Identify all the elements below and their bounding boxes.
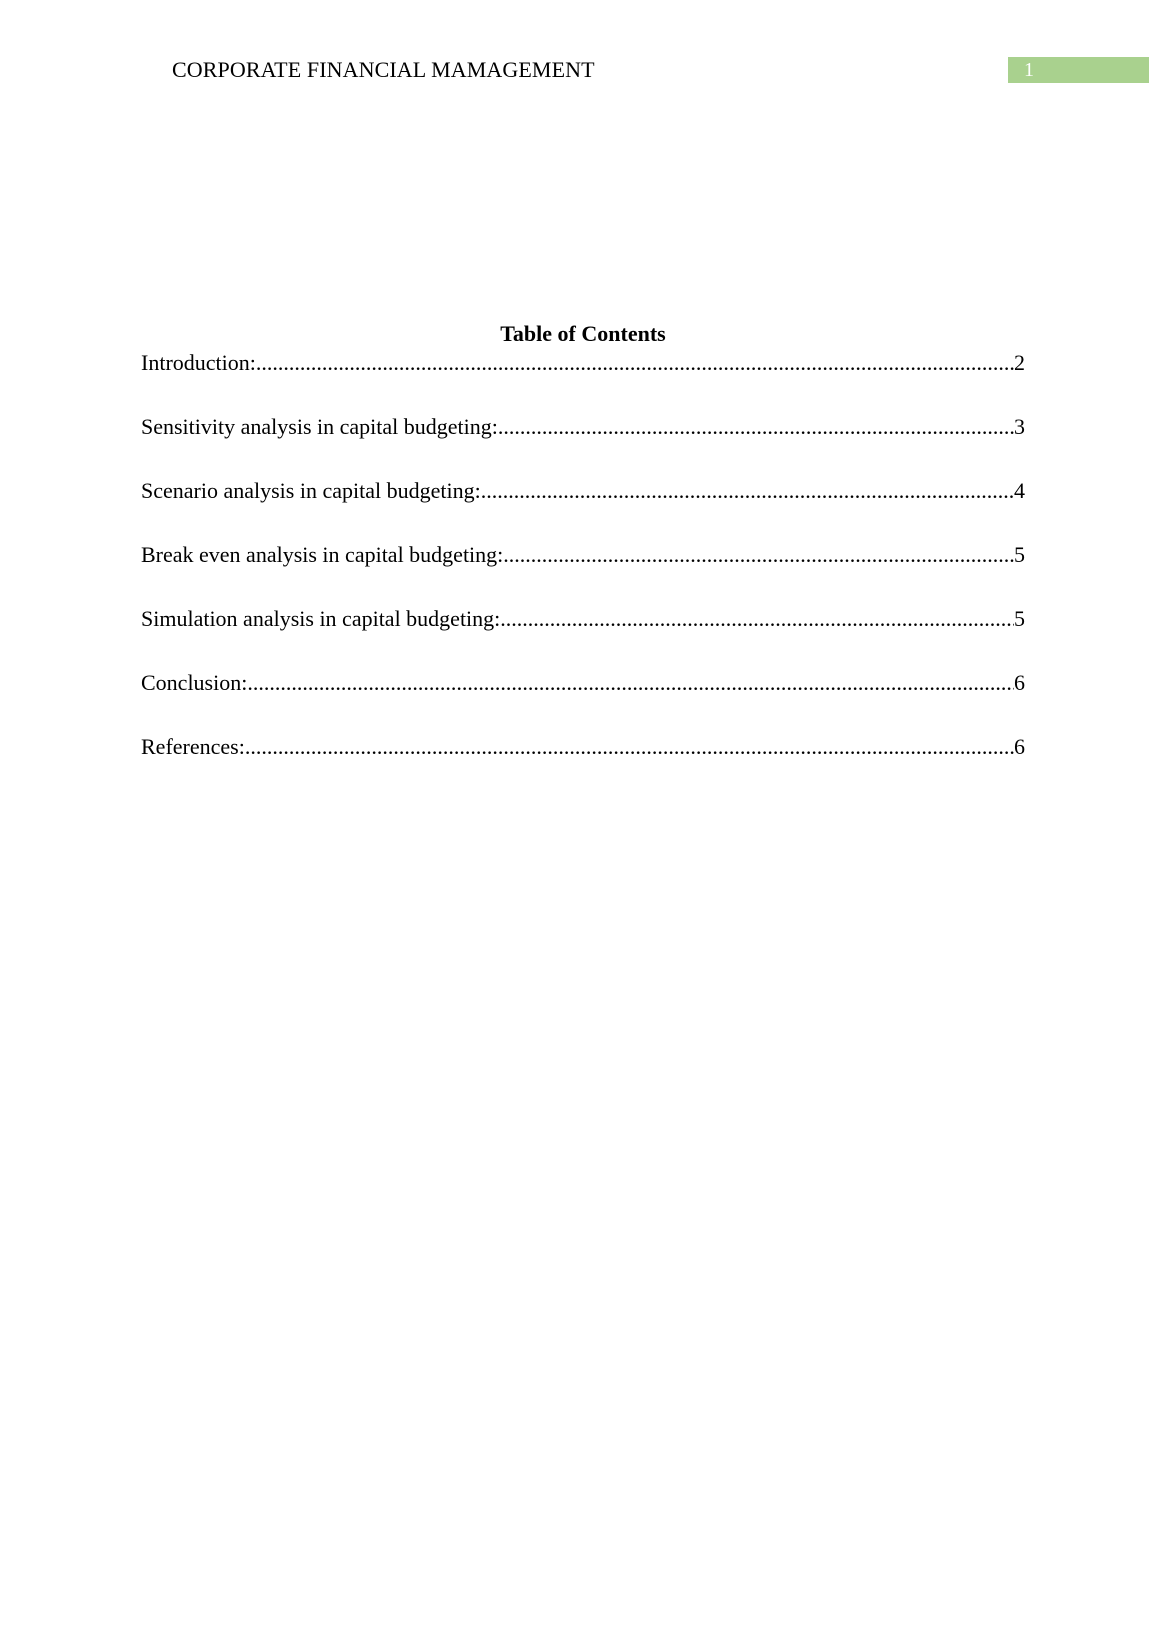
toc-entry-page: 6 — [1014, 734, 1025, 759]
toc-dot-leader — [247, 668, 1014, 698]
toc-entry-sensitivity-analysis[interactable] — [141, 412, 1025, 442]
toc-dot-leader — [245, 732, 1014, 762]
toc-entry-page: 5 — [1014, 542, 1025, 567]
toc-entry-page: 6 — [1014, 670, 1025, 695]
toc-entry-page: 3 — [1014, 414, 1025, 439]
toc-entry-introduction[interactable] — [141, 348, 1025, 378]
toc-entry-page: 5 — [1014, 606, 1025, 631]
toc-dot-leader — [500, 604, 1014, 634]
toc-list — [141, 348, 1025, 796]
running-header-title: CORPORATE FINANCIAL MAMAGEMENT — [172, 57, 595, 82]
toc-entry-label: Simulation analysis in capital budgeting: — [141, 606, 501, 631]
toc-dot-leader — [503, 540, 1014, 570]
toc-entry-references[interactable] — [141, 732, 1025, 762]
toc-entry-label: References: — [141, 734, 245, 759]
toc-entry-simulation-analysis[interactable] — [141, 604, 1025, 634]
toc-entry-label: Introduction: — [141, 350, 256, 375]
toc-entry-scenario-analysis[interactable] — [141, 476, 1025, 506]
toc-entry-page: 4 — [1014, 478, 1025, 503]
toc-dot-leader — [481, 476, 1014, 506]
toc-heading: Table of Contents — [500, 321, 666, 346]
toc-dot-leader — [256, 348, 1014, 378]
page-number-badge — [1008, 57, 1149, 83]
page-number: 1 — [1024, 59, 1034, 81]
toc-dot-leader — [498, 412, 1014, 442]
toc-entry-label: Scenario analysis in capital budgeting: — [141, 478, 481, 503]
toc-entry-break-even-analysis[interactable] — [141, 540, 1025, 570]
toc-entry-label: Sensitivity analysis in capital budgeting: — [141, 414, 498, 439]
toc-entry-conclusion[interactable] — [141, 668, 1025, 698]
toc-entry-label: Break even analysis in capital budgeting: — [141, 542, 504, 567]
toc-entry-page: 2 — [1014, 350, 1025, 375]
toc-entry-label: Conclusion: — [141, 670, 248, 695]
